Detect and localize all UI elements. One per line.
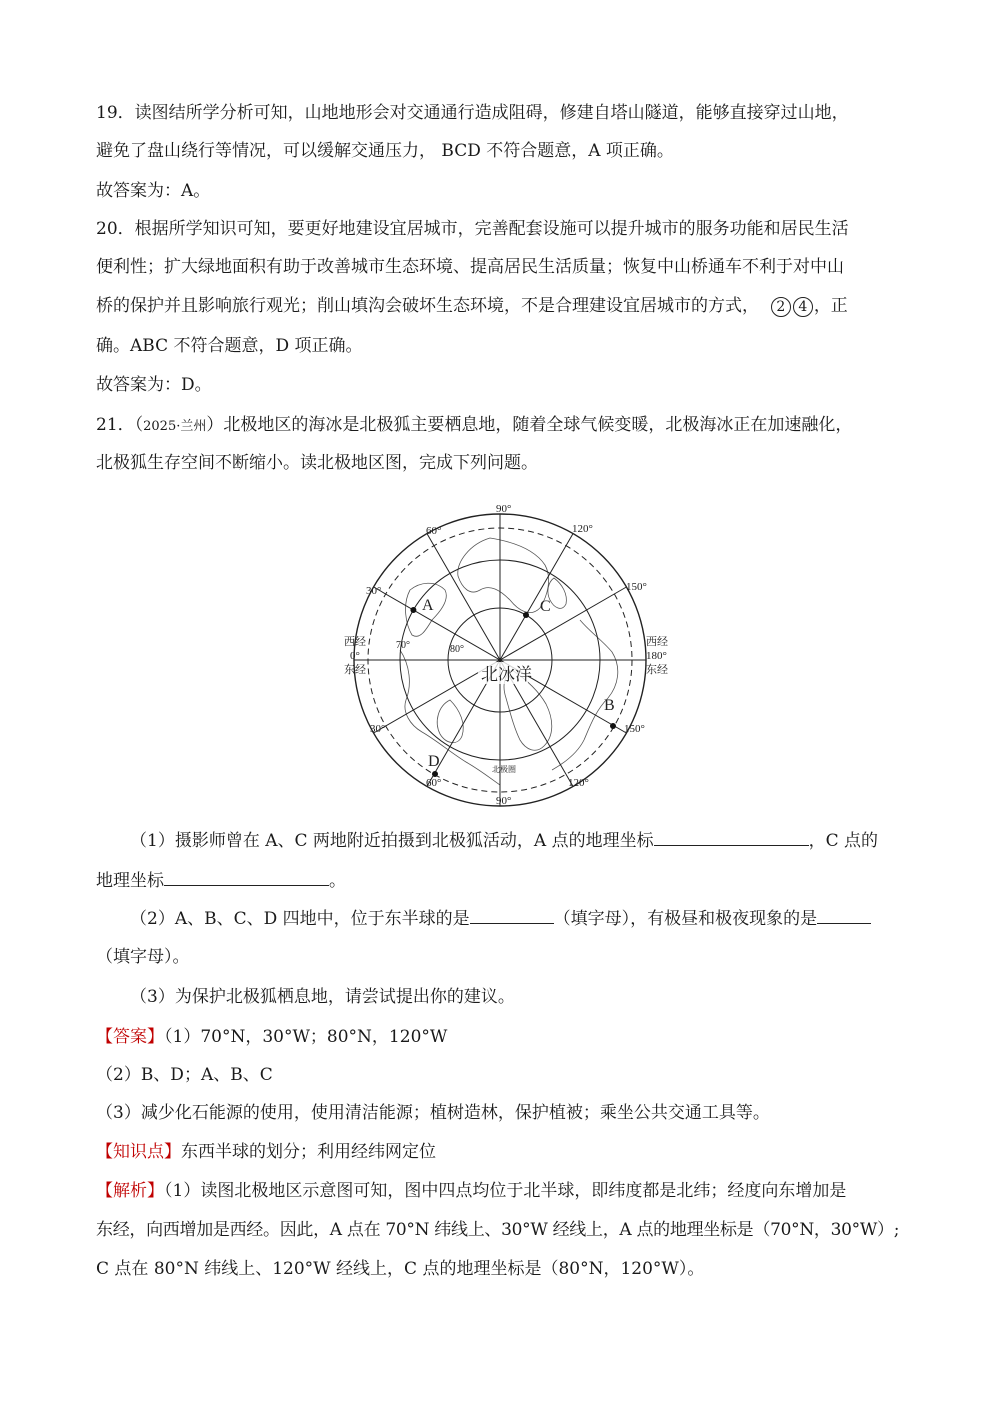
subq2-line2: （填字母）。 [96,947,190,967]
q20-line3-end: ，正 [813,296,848,316]
q21-source: 2025·兰州 [143,419,207,434]
q21-line1-rest: ）北极地区的海冰是北极狐主要栖息地，随着全球气候变暖，北极海冰正在加速融化， [206,415,853,435]
answer-3: （3）减少化石能源的使用，使用清洁能源；植树造林，保护植被；乘坐公共交通工具等。 [96,1103,770,1123]
arctic-ocean-label: 北冰洋 [481,665,532,684]
answer-blank-c-coord[interactable] [164,863,329,886]
analysis-line3: C 点在 80°N 纬线上、120°W 经线上，C 点的地理坐标是（80°N，120°W）。 [96,1259,705,1279]
lon-30-lower: 30° [370,723,386,735]
q21-line2: 北极狐生存空间不断缩小。读北极地区图，完成下列问题。 [96,453,538,473]
lon-60-lower: 60° [426,777,442,789]
knowledge-text: 东西半球的划分；利用经纬网定位 [181,1142,436,1162]
lon-120-lower: 120° [568,777,589,789]
subq1-text-c: 地理坐标 [96,871,164,891]
lat-80-label: 80° [450,644,464,655]
point-a-marker [410,607,416,613]
west-longitude-label: 西经 [344,636,366,648]
answer-blank-polar-day[interactable] [817,901,871,924]
subq1-text-d: 。 [329,871,346,891]
answer-line1 [96,1018,900,1056]
answer-tag: 【答案】 [96,1027,164,1047]
coastline-sketch [400,538,618,785]
point-c-marker [523,612,529,618]
q20-line1: 20．根据所学知识可知，要更好地建设宜居城市，完善配套设施可以提升城市的服务功能和居民生活 [96,219,849,239]
circled-number-2: 2 [771,297,791,317]
answer-1: （1）70°N，30°W；80°N，120°W [164,1027,448,1047]
point-c-label: C [540,598,551,615]
analysis-line2: 东经，向西增加是西经。因此，A 点在 70°N 纬线上、30°W 经线上，A 点的地理坐标是（70°N，30°W）; [96,1220,900,1240]
point-d-label: D [428,753,440,770]
subq3: （3）为保护北极狐栖息地，请尝试提出你的建议。 [130,987,515,1007]
answer-blank-a-coord[interactable] [654,823,809,846]
answer-blank-eastern-hemisphere[interactable] [470,901,554,924]
subq1-text-b: ，C 点的 [808,831,879,851]
q19-answer: 故答案为：A。 [96,181,211,201]
east-longitude-label: 东经 [344,664,366,676]
subq1-line2 [96,862,900,900]
analysis-text-1: （1）读图北极地区示意图可知，图中四点均位于北半球，即纬度都是北纬；经度向东增加是 [164,1181,847,1201]
analysis-line1 [96,1172,900,1210]
subq2-text-a: （2）A、B、C、D 四地中，位于东半球的是 [130,909,470,929]
subq1-text-a: （1）摄影师曾在 A、C 两地附近拍摄到北极狐活动，A 点的地理坐标 [130,831,654,851]
q21-number: 21．（ [96,415,144,435]
knowledge-tag: 【知识点】 [96,1142,181,1162]
q19-line2: 避免了盘山绕行等情况，可以缓解交通压力， BCD 不符合题意，A 项正确。 [96,141,674,161]
answer-2: （2）B、D；A、B、C [96,1065,273,1085]
circled-number-4: 4 [793,297,813,317]
map-points [410,607,616,777]
subq1-line1 [96,822,900,860]
q21-line1 [96,406,900,446]
subq2-text-b: （填字母），有极昼和极夜现象的是 [553,909,818,929]
q20-answer: 故答案为：D。 [96,375,212,395]
analysis-tag: 【解析】 [96,1181,164,1201]
east-longitude-label-right: 东经 [646,664,668,676]
lon-150-upper: 150° [626,581,647,593]
lat-70-label: 70° [396,640,410,651]
arctic-region-map [340,500,668,810]
knowledge-line [96,1133,900,1171]
q19-line1: 19．读图结所学分析可知，山地地形会对交通通行造成阻碍，修建自塔山隧道，能够直接穿过山地， [96,103,849,123]
arctic-circle-label: 北极圈 [492,765,516,774]
lon-180-label: 180° [646,650,667,662]
meridian-lines [354,514,646,806]
lon-90-bottom: 90° [496,795,512,807]
lon-120-upper: 120° [572,523,593,535]
subq2-line1 [96,900,900,938]
q20-line4: 确。ABC 不符合题意，D 项正确。 [96,336,363,356]
q20-line2: 便利性；扩大绿地面积有助于改善城市生态环境、提高居民生活质量；恢复中山桥通车不利于对中山 [96,257,844,277]
lon-90-top: 90° [496,503,512,515]
lon-60-upper: 60° [426,525,442,537]
point-b-marker [610,723,616,729]
point-b-label: B [604,697,615,714]
q20-line3-text: 桥的保护并且影响旅行观光；削山填沟会破坏生态环境，不是合理建设宜居城市的方式， [96,296,759,316]
lon-150-lower: 150° [624,723,645,735]
q20-line3 [96,287,900,325]
lon-30-upper: 30° [366,585,382,597]
point-a-label: A [422,597,434,614]
lon-0-label: 0° [350,650,360,662]
west-longitude-label-right: 西经 [646,636,668,648]
